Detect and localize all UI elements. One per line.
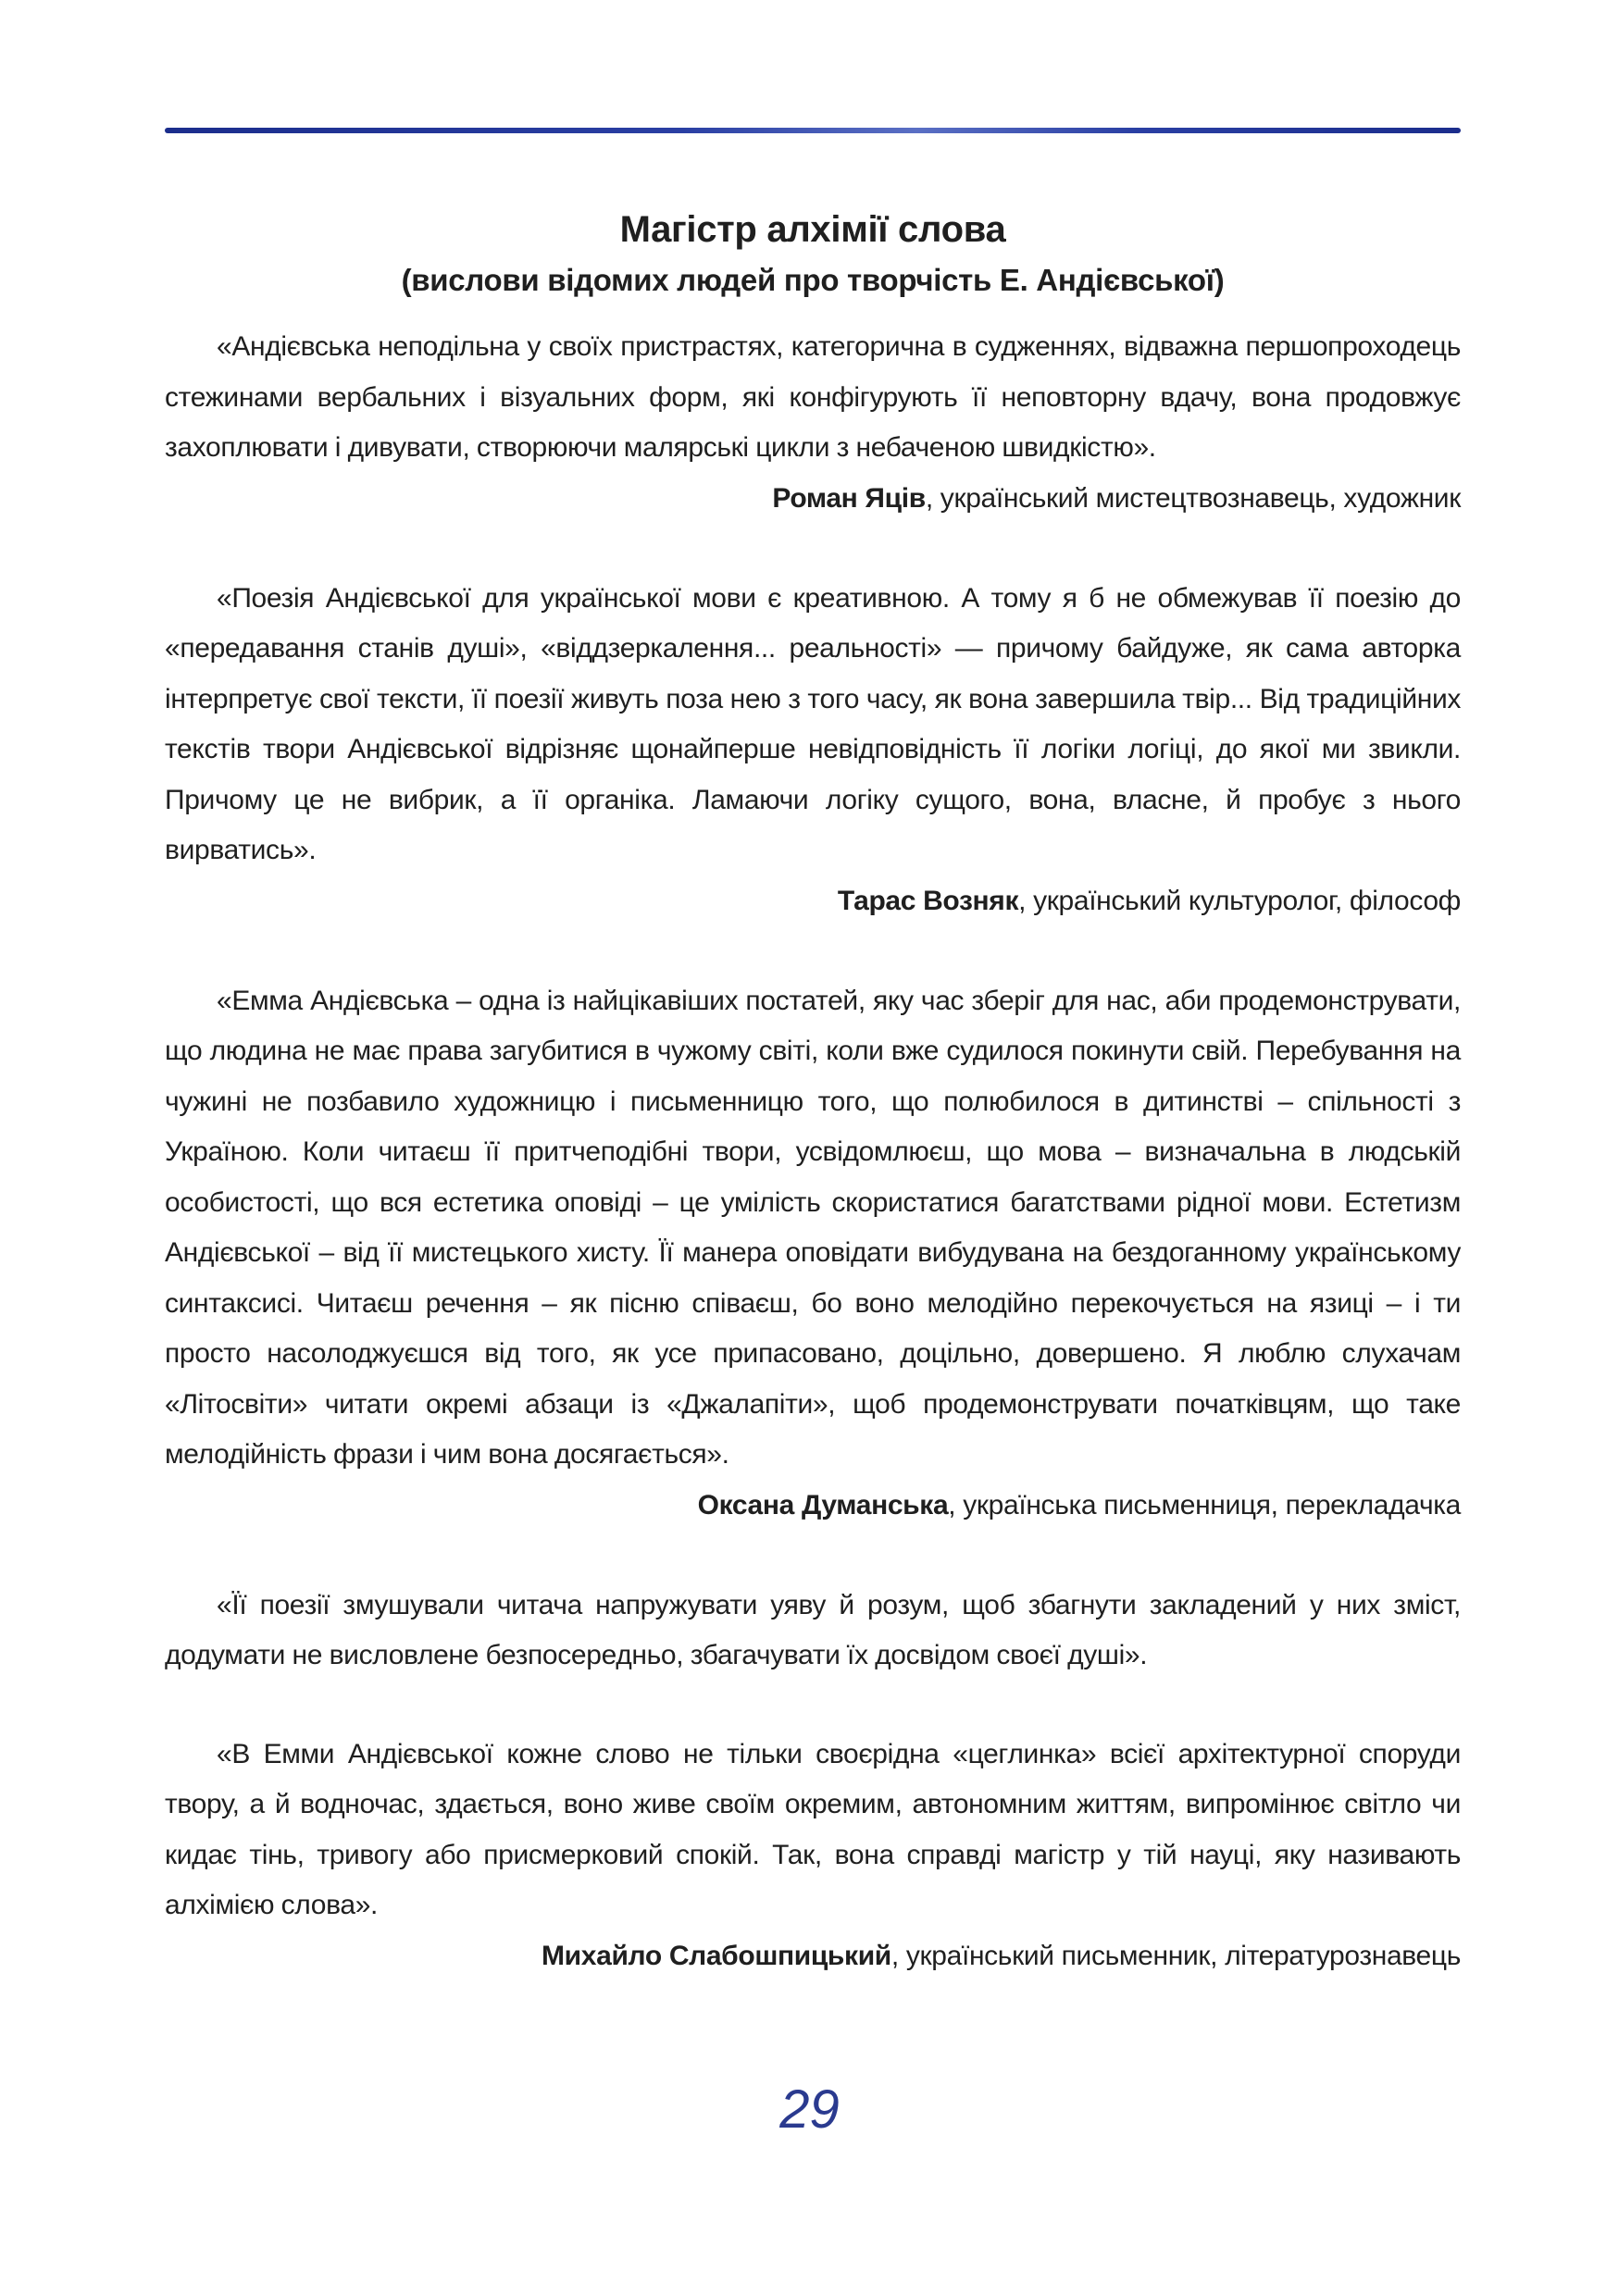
quote-author-role: , український письменник, літературознавець	[890, 1940, 1461, 1971]
quote-text: «В Емми Андієвської кожне слово не тільки своєрідна «цеглинка» всієї архітектурної споруди твору, а й водночас, здається, воно живе своїм окремим, автономним життям, випромінює світло чи кидає тінь, тривогу або присмерковий спокій. Так, вона справді магістр у тій науці, яку називають алхімією слова».	[165, 1738, 1461, 1920]
quote-author-role: , українська письменниця, перекладачка	[948, 1489, 1461, 1520]
header-rule	[165, 128, 1461, 133]
quote-attribution	[165, 876, 1461, 926]
quote-text: «Поезія Андієвської для української мови є креативною. А тому я б не обмежував її поезію до «передавання станів душі», «віддзеркалення... реальності» — причому байдуже, як сама авторка інтерпретує свої тексти, її поезії живуть поза нею з того часу, як вона завершила твір... Від традиційних текстів твори Андієвської відрізняє щонайперше невідповідність її логіки логіці, до якої ми звикли. Причому це не вибрик, а її органіка. Ламаючи логіку сущого, вона, власне, й пробує з нього вирватись».	[165, 582, 1461, 865]
quote-block-2	[165, 574, 1461, 926]
quote-author: Тарас Возняк	[837, 885, 1019, 916]
quote-block-3	[165, 976, 1461, 1531]
quote-attribution	[165, 1931, 1461, 1981]
quote-author: Оксана Думанська	[697, 1489, 949, 1520]
quote-attribution	[165, 474, 1461, 524]
quote-author: Роман Яців	[772, 482, 926, 514]
quote-block-4	[165, 1581, 1461, 1682]
quote-text: «Її поезії змушували читача напружувати уяву й розум, щоб збагнути закладений у них зміст, додумати не висловлене безпосередньо, збагачувати їх досвідом своєї душі».	[165, 1589, 1461, 1670]
page-content	[165, 205, 1461, 1981]
quote-block-5	[165, 1730, 1461, 1981]
quote-author-role: , український мистецтвознавець, художник	[925, 482, 1461, 514]
quote-block-1	[165, 322, 1461, 524]
quote-text: «Андієвська неподільна у своїх пристрастях, категорична в судженнях, відважна першопроходець стежинами вербальних і візуальних форм, які конфігурують її неповторну вдачу, вона продовжує захоплювати і дивувати, створюючи малярські цикли з небаченою швидкістю».	[165, 331, 1461, 463]
quote-author-role: , український культуролог, філософ	[1018, 885, 1461, 916]
quote-text: «Емма Андієвська – одна із найцікавіших постатей, яку час зберіг для нас, аби продемонструвати, що людина не має права загубитися в чужому світі, коли вже судилося покинути свій. Перебування на чужині не позбавило художницю і письменницю того, що полюбилося в дитинстві – спільності з Україною. Коли читаєш її притчеподібні твори, усвідомлюєш, що мова – визначальна в людській особистості, що вся естетика оповіді – це уміліcть скористатися багатствами рідної мови. Естетизм Андієвської – від її мистецького хисту. Її манера оповідати вибудувана на бездоганному українському синтаксисі. Читаєш речення – як пісню співаєш, бо воно мелодійно перекочується на язиці – і ти просто насолоджуєшся від того, як усе припасовано, доцільно, довершено. Я люблю слухачам «Літосвіти» читати окремі абзаци із «Джалапіти», щоб продемонструвати початківцям, що таке мелодійність фрази і чим вона досягається».	[165, 985, 1461, 1470]
quote-author: Михайло Слабошпицький	[542, 1940, 891, 1971]
page-number: 29	[779, 2079, 840, 2140]
page-title: Магістр алхімії слова	[619, 209, 1006, 250]
quote-attribution	[165, 1481, 1461, 1531]
page-subtitle: (вислови відомих людей про творчість Е. Андієвської)	[401, 263, 1225, 297]
